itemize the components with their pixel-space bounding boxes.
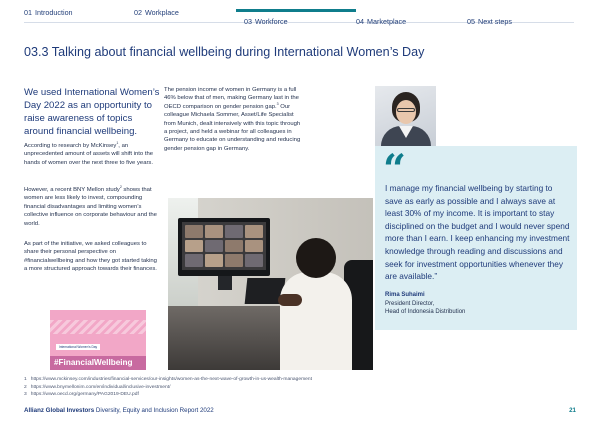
pension-paragraph: The pension income of women in Germany is a full 46% below that of men, making Germany last in the OECD comparison on gender pension gap.$^3$ Our colleague Michaela Sommer, Asset/Life Specialist from Munich, dealt intensively with this topic through a project, and held a webinar for all colleagues in Germany to educate on understanding and reducing gender pension gap in Germany. [164, 87, 301, 152]
footnote: 2 https://www.bnymellonim.com/en/individual/inclusive-investment/ [24, 384, 171, 390]
video-call-photo [168, 198, 373, 370]
footer-report-title: Diversity, Equity and Inclusion Report 2022 [95, 407, 214, 414]
footnotes [24, 376, 312, 399]
nav-item-marketplace[interactable]: 04 Marketplace [356, 17, 407, 26]
page-footer [24, 407, 576, 414]
mckinsey-paragraph: According to research by McKinsey$^1$, an unprecedented amount of assets will shift into the hands of women over the next three to five years. [24, 141, 154, 166]
footnote: 1 https://www.mckinsey.com/industries/financial-services/our-insights/women-as-the-next-wave-of-growth-in-us-wealth-management [24, 377, 312, 382]
bny-paragraph: However, a recent BNY Mellon study$^2$ shows that women are less likely to invest, compounding financial disadvantages and limiting women’s collective influence on corporate behaviour and the world. [24, 185, 157, 227]
quote-text: I manage my financial wellbeing by starting to save as early as possible and I always save at least 30% of my income. It is important to stay disciplined on the budget and I would never spend more than I earn. I keep enhancing my investment knowledge through reading and discussions and seek for investment opportunities whenever they are available.” [385, 183, 570, 282]
lead-paragraph: We used International Women’s Day 2022 as an opportunity to raise awareness of topics around financial wellbeing. [24, 87, 160, 137]
footer-brand: Allianz Global Investors [24, 407, 95, 414]
page-title: 03.3 Talking about financial wellbeing during International Women’s Day [24, 45, 425, 59]
initiative-paragraph: As part of the initiative, we asked colleagues to share their personal perspective on #financialwellbeing and how they got started taking a more structured approach towards their finances. [24, 241, 157, 273]
person [280, 272, 352, 370]
nav-active-indicator [236, 9, 356, 12]
footnote-link[interactable]: https://www.oecd.org/germany/PAG2019-DEU.pdf [30, 392, 139, 397]
quote-panel [375, 146, 577, 330]
quote-mark-icon: “ [383, 146, 407, 193]
quote-author-role: President Director, Head of Indonesia Distribution [385, 301, 466, 316]
portrait-photo [375, 86, 436, 146]
footnote: 3 https://www.oecd.org/germany/PAG2019-DEU.pdf [24, 392, 139, 397]
nav-item-next-steps[interactable]: 05 Next steps [467, 17, 512, 26]
iwd-badge: International Women’s Day [56, 344, 100, 350]
financial-wellbeing-tile [50, 310, 146, 370]
video-call-screen [182, 222, 266, 270]
footnote-link[interactable]: https://www.mckinsey.com/industries/financial-services/our-insights/women-as-the-next-wave-of-growth-in-us-wealth-management [30, 377, 312, 382]
nav-item-workforce[interactable]: 03 Workforce [244, 17, 288, 26]
page-number: 21 [569, 407, 576, 414]
nav-item-introduction[interactable]: 01 Introduction [24, 8, 73, 17]
footnote-link[interactable]: https://www.bnymellonim.com/en/individual/inclusive-investment/ [30, 384, 171, 390]
section-nav [0, 0, 600, 26]
hashtag-label: #FinancialWellbeing [50, 356, 146, 370]
nav-item-workplace[interactable]: 02 Workplace [134, 8, 179, 17]
quote-author-name: Rima Suhaimi [385, 292, 425, 298]
